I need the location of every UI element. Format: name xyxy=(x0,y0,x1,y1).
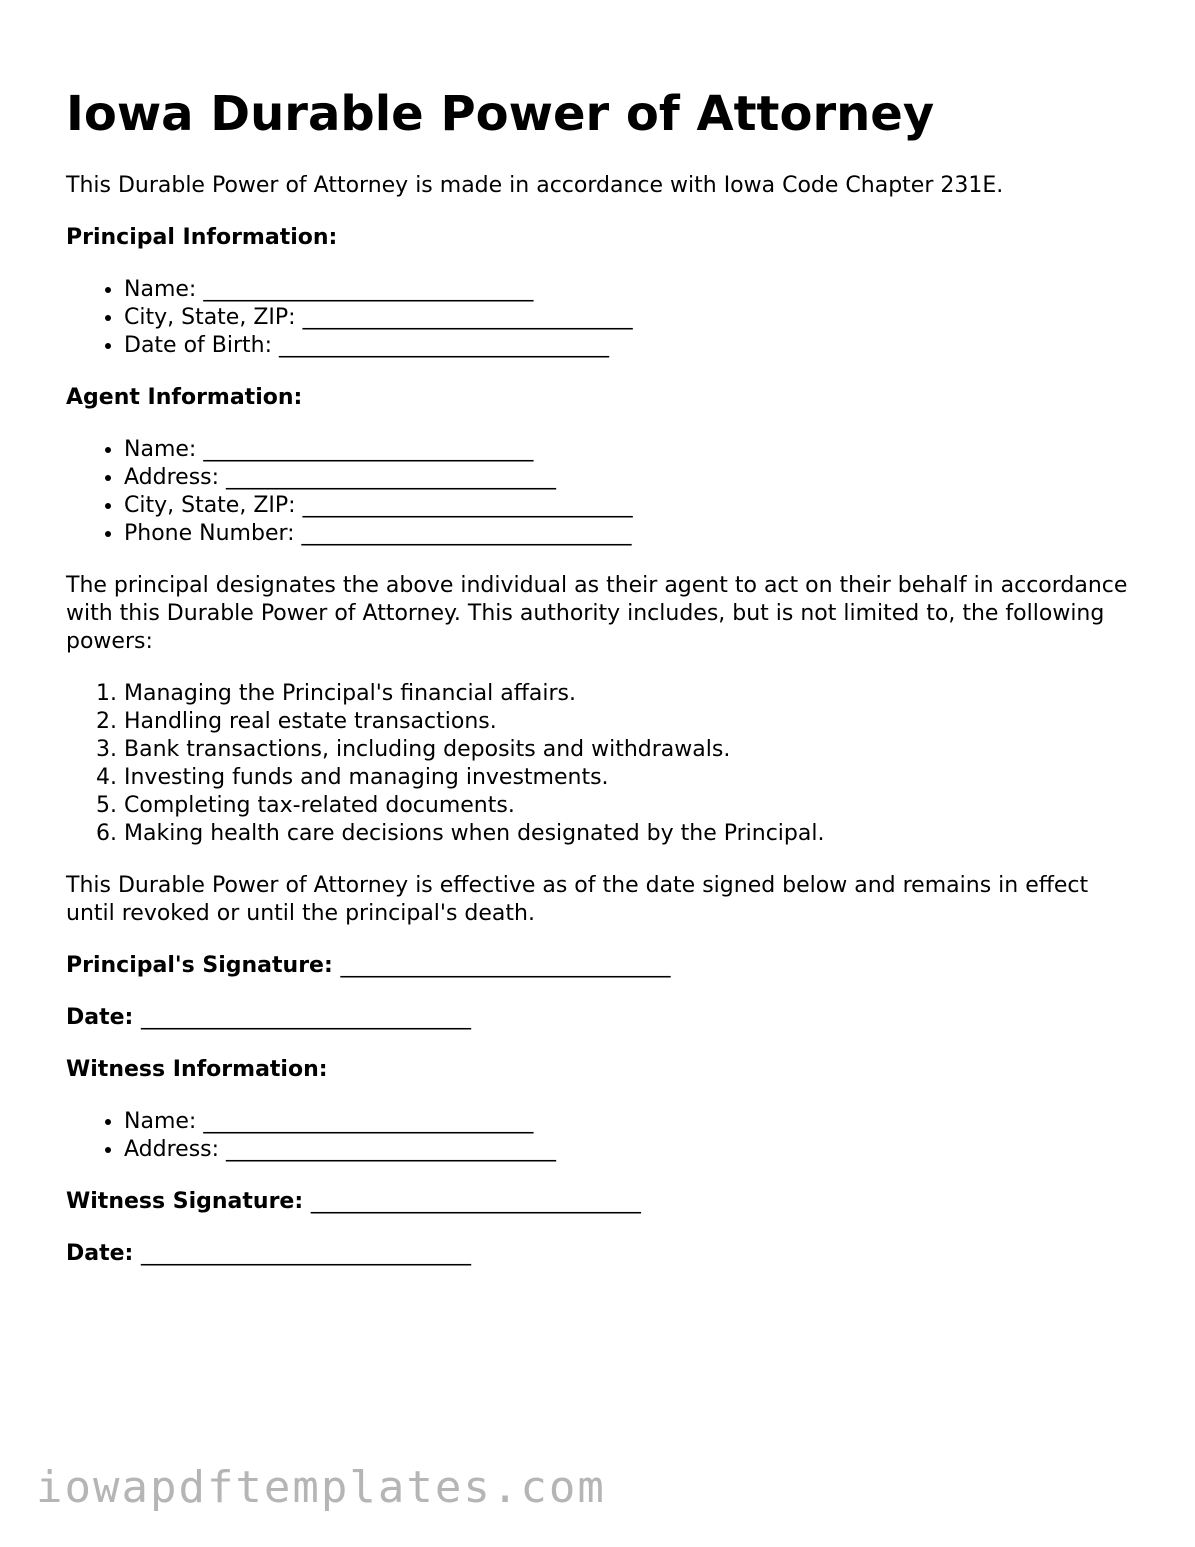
principal-fields-list xyxy=(66,276,1136,360)
fill-blank[interactable]: ______________________________ xyxy=(302,493,633,518)
power-item: 5. Completing tax-related documents. xyxy=(124,792,1136,820)
field-label: Phone Number: xyxy=(124,521,295,546)
fill-blank[interactable]: ______________________________ xyxy=(302,305,633,330)
effective-paragraph: This Durable Power of Attorney is effective as of the date signed below and remains in effect until revoked or until the principal's death. xyxy=(66,873,1089,926)
power-item: 1. Managing the Principal's financial affairs. xyxy=(124,680,1136,708)
witness-address-field xyxy=(124,1136,1136,1164)
fill-blank[interactable]: ______________________________ xyxy=(203,277,534,302)
field-label: Name: xyxy=(124,1109,197,1134)
witness-signature-line xyxy=(66,1188,1136,1216)
power-item: 6. Making health care decisions when designated by the Principal. xyxy=(124,820,1136,848)
field-label: Date of Birth: xyxy=(124,333,273,358)
witness-date-line xyxy=(66,1240,1136,1268)
principal-city-state-zip-field xyxy=(124,304,1136,332)
agent-phone-field xyxy=(124,520,1136,548)
witness-name-field xyxy=(124,1108,1136,1136)
document-body xyxy=(66,172,1136,1292)
agent-city-state-zip-field xyxy=(124,492,1136,520)
power-item: 4. Investing funds and managing investments. xyxy=(124,764,1136,792)
principal-heading: Principal Information: xyxy=(66,225,338,250)
agent-name-field xyxy=(124,436,1136,464)
powers-list xyxy=(66,680,1136,848)
field-label: Address: xyxy=(124,1137,220,1162)
fill-blank[interactable]: ______________________________ xyxy=(203,437,534,462)
fill-blank[interactable]: ______________________________ xyxy=(226,465,557,490)
document-title: Iowa Durable Power of Attorney xyxy=(66,86,935,142)
intro-paragraph: This Durable Power of Attorney is made in accordance with Iowa Code Chapter 231E. xyxy=(66,173,1004,198)
principal-date-line xyxy=(66,1004,1136,1032)
date-label: Date: xyxy=(66,1005,134,1030)
agent-heading: Agent Information: xyxy=(66,385,303,410)
agent-address-field xyxy=(124,464,1136,492)
principal-signature-line xyxy=(66,952,1136,980)
fill-blank[interactable]: ______________________________ xyxy=(226,1137,557,1162)
power-item: 3. Bank transactions, including deposits and withdrawals. xyxy=(124,736,1136,764)
field-label: Name: xyxy=(124,277,197,302)
designation-paragraph: The principal designates the above individual as their agent to act on their behalf in accordance with this Durable Power of Attorney. This authority includes, but is not limited to, the following powers: xyxy=(66,573,1128,654)
date-blank[interactable]: ______________________________ xyxy=(141,1005,472,1030)
signature-label: Principal's Signature: xyxy=(66,953,333,978)
power-item: 2. Handling real estate transactions. xyxy=(124,708,1136,736)
date-label: Date: xyxy=(66,1241,134,1266)
signature-blank[interactable]: ______________________________ xyxy=(310,1189,641,1214)
field-label: Name: xyxy=(124,437,197,462)
witness-fields-list xyxy=(66,1108,1136,1164)
principal-dob-field xyxy=(124,332,1136,360)
witness-heading: Witness Information: xyxy=(66,1057,328,1082)
field-label: City, State, ZIP: xyxy=(124,305,296,330)
date-blank[interactable]: ______________________________ xyxy=(141,1241,472,1266)
principal-name-field xyxy=(124,276,1136,304)
fill-blank[interactable]: ______________________________ xyxy=(203,1109,534,1134)
agent-fields-list xyxy=(66,436,1136,548)
fill-blank[interactable]: ______________________________ xyxy=(301,521,632,546)
field-label: Address: xyxy=(124,465,220,490)
field-label: City, State, ZIP: xyxy=(124,493,296,518)
signature-label: Witness Signature: xyxy=(66,1189,304,1214)
fill-blank[interactable]: ______________________________ xyxy=(279,333,610,358)
signature-blank[interactable]: ______________________________ xyxy=(340,953,671,978)
site-watermark: iowapdftemplates.com xyxy=(36,1462,606,1513)
